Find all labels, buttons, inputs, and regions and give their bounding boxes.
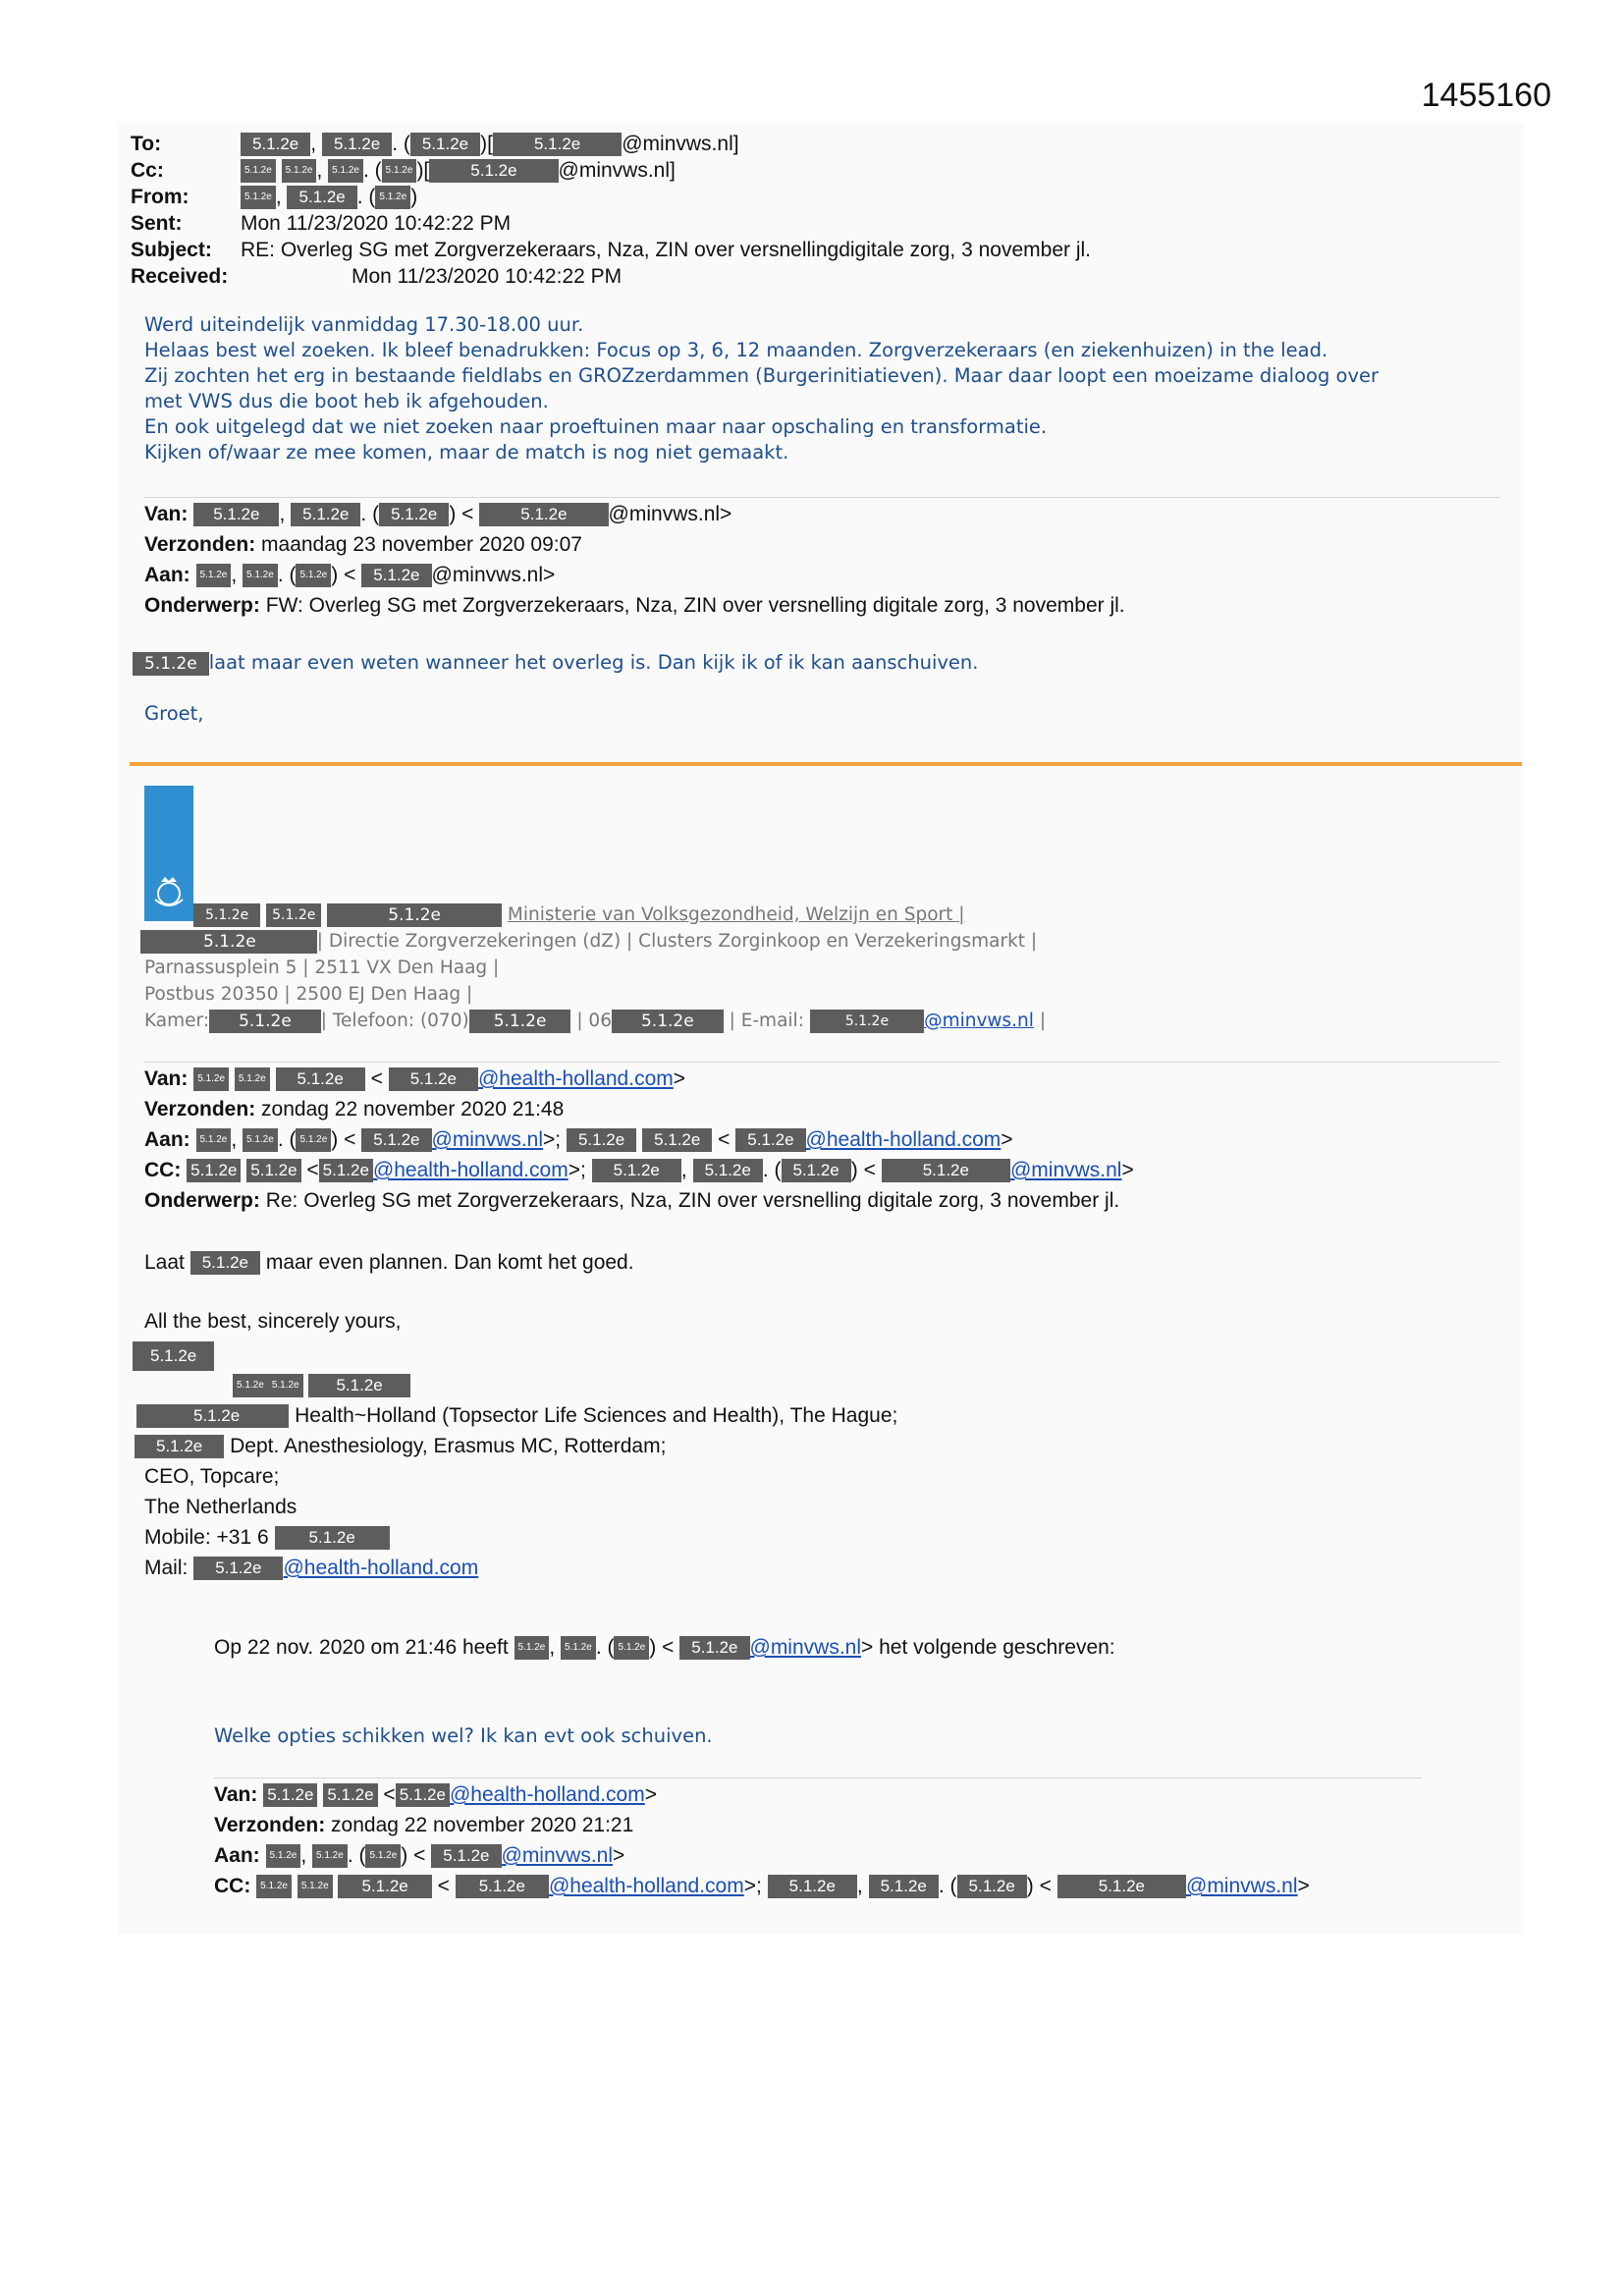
fw-header xyxy=(144,499,1125,621)
redaction: 5.1.2e xyxy=(209,1010,321,1033)
redaction: 5.1.2e xyxy=(328,159,363,183)
redaction: 5.1.2e xyxy=(614,1636,649,1660)
redaction: 5.1.2e xyxy=(469,1010,571,1033)
redaction: 5.1.2e xyxy=(361,564,431,587)
quote-intro: Op 22 nov. 2020 om 21:46 heeft 5.1.2e , 5.1.2e . ( 5.1.2e ) < 5.1.2e @minvws.nl> het volgende geschreven: xyxy=(214,1636,1115,1659)
redaction: 5.1.2e xyxy=(187,1159,241,1182)
email-link[interactable]: @minvws.nl xyxy=(1009,1159,1122,1181)
redaction: 5.1.2e xyxy=(389,1067,478,1091)
redaction: 5.1.2e xyxy=(196,1128,232,1152)
redaction: 5.1.2e xyxy=(233,1374,268,1397)
redaction: 5.1.2e xyxy=(275,1526,390,1550)
m2-signature: All the best, sincerely yours, 5.1.2e 5.1.2e 5.1.2e 5.1.2e 5.1.2e Health~Holland (Topsector Life Sciences and Health), The Hague; 5.1.2e Dept. Anesthesiology, Erasmus MC, Rotterdam; CEO, Topcare; The Netherlands Mobile: +31 6 5.1.2e Mail: 5.1.2e @health-holland.com xyxy=(144,1306,897,1583)
redaction: 5.1.2e xyxy=(514,1636,550,1660)
divider xyxy=(144,1062,1499,1063)
redaction: 5.1.2e xyxy=(431,1844,501,1868)
redaction: 5.1.2e xyxy=(291,503,360,526)
redaction: 5.1.2e xyxy=(410,133,480,156)
fw-aan: Aan: 5.1.2e , 5.1.2e . ( 5.1.2e ) < 5.1.2e @minvws.nl> xyxy=(144,564,556,586)
redaction: 5.1.2e xyxy=(456,1875,549,1898)
redaction: 5.1.2e xyxy=(338,1875,431,1898)
email-link[interactable]: @minvws.nl xyxy=(749,1636,862,1659)
redaction: 5.1.2e xyxy=(296,1128,331,1152)
redaction: 5.1.2e xyxy=(133,652,209,676)
redaction: 5.1.2e xyxy=(479,503,608,526)
fw-verzonden: Verzonden: maandag 23 november 2020 09:07 xyxy=(144,533,582,556)
redaction: 5.1.2e xyxy=(241,159,276,183)
redaction: 5.1.2e xyxy=(308,1374,409,1397)
redaction: 5.1.2e xyxy=(241,186,276,209)
redaction: 5.1.2e xyxy=(287,186,356,209)
redaction: 5.1.2e xyxy=(322,133,392,156)
redaction: 5.1.2e xyxy=(882,1159,1010,1182)
redaction: 5.1.2e xyxy=(323,1783,377,1807)
orange-separator xyxy=(130,762,1522,766)
redaction: 5.1.2e xyxy=(493,133,622,156)
redaction: 5.1.2e xyxy=(243,1128,278,1152)
fw-groet: Groet, xyxy=(144,702,204,725)
redaction: 5.1.2e xyxy=(382,159,417,183)
redaction: 5.1.2e xyxy=(193,903,260,927)
redaction: 5.1.2e xyxy=(193,503,279,526)
redaction: 5.1.2e xyxy=(693,1159,763,1182)
redaction: 5.1.2e xyxy=(298,1875,333,1898)
m2-header: Van: 5.1.2e 5.1.2e 5.1.2e < 5.1.2e @health-holland.com> Verzonden: zondag 22 november 2020 21:48 Aan: 5.1.2e , 5.1.2e . ( 5.1.2e ) < 5.1.2e @minvws.nl>; 5.1.2e 5.1.2e < 5.1.2e @health-holland.com> CC: 5.1.2e 5.1.2e < 5.1.2e @health-holland.com>; 5.1.2e , 5.1.2e . ( 5.1.2e ) < 5.1.2e @minvws.nl> Onderwerp: Re: Overleg SG met Zorgverzekeraars, Nza, ZIN over versnelling digitale zorg, 3 november jl. xyxy=(144,1067,1134,1212)
redaction: 5.1.2e xyxy=(379,503,449,526)
signature: 5.1.2e 5.1.2e 5.1.2e Ministerie van Volksgezondheid, Welzijn en Sport | 5.1.2e | Directie Zorgverzekeringen (dZ) | Clusters Zorginkoop en Verzekeringsmarkt | Parnassusplein 5 | 2511 VX Den Haag | Postbus 20350 | 2500 EJ Den Haag | Kamer: 5.1.2e | Telefoon: (070) 5.1.2e | 06 5.1.2e | E-mail: 5.1.2e @minvws.nl | xyxy=(144,902,1046,1034)
redaction: 5.1.2e xyxy=(136,1404,289,1428)
reply-body xyxy=(144,312,1499,465)
redaction: 5.1.2e xyxy=(193,1067,229,1091)
redaction: 5.1.2e xyxy=(235,1067,270,1091)
redaction: 5.1.2e xyxy=(429,159,558,183)
fw-van: Van: 5.1.2e , 5.1.2e . ( 5.1.2e ) < 5.1.2e @minvws.nl> xyxy=(144,503,732,525)
email-link[interactable]: @minvws.nl xyxy=(1186,1875,1298,1897)
redaction: 5.1.2e xyxy=(592,1159,681,1182)
fw-body: 5.1.2e laat maar even weten wanneer het overleg is. Dan kijk ik of ik kan aanschuiven. xyxy=(133,650,1488,676)
redaction: 5.1.2e xyxy=(268,1374,303,1397)
m3-header: Van: 5.1.2e 5.1.2e < 5.1.2e @health-holland.com> Verzonden: zondag 22 november 2020 21:21 Aan: 5.1.2e , 5.1.2e . ( 5.1.2e ) < 5.1.2e @minvws.nl> CC: 5.1.2e 5.1.2e 5.1.2e < 5.1.2e @health-holland.com>; 5.1.2e , 5.1.2e . ( 5.1.2e ) < 5.1.2e @minvws.nl> xyxy=(214,1783,1310,1897)
redaction: 5.1.2e xyxy=(319,1159,373,1182)
redaction: 5.1.2e xyxy=(266,903,321,927)
email-link[interactable]: @minvws.nl xyxy=(501,1844,614,1867)
ministry-link[interactable]: Ministerie van Volksgezondheid, Welzijn en Sport | xyxy=(507,904,965,925)
redaction: 5.1.2e xyxy=(375,186,410,209)
redaction: 5.1.2e xyxy=(296,564,331,587)
redaction: 5.1.2e xyxy=(782,1159,851,1182)
reply-line: Werd uiteindelijk vanmiddag 17.30-18.00 uur. xyxy=(144,313,584,336)
redaction: 5.1.2e xyxy=(679,1636,749,1660)
redaction: 5.1.2e xyxy=(768,1875,857,1898)
redaction: 5.1.2e xyxy=(193,1557,283,1580)
redaction: 5.1.2e xyxy=(266,1844,301,1868)
email-link[interactable]: @health-holland.com xyxy=(283,1557,479,1579)
reply-line: Zij zochten het erg in bestaande fieldlabs en GROZzerdammen (Burgerinitiatieven). Maar daar loopt een moeizame dialoog over xyxy=(144,364,1380,387)
email-link[interactable]: @minvws.nl xyxy=(924,1011,1034,1031)
redaction: 5.1.2e xyxy=(243,564,278,587)
redaction: 5.1.2e xyxy=(957,1875,1027,1898)
reply-line: Helaas best wel zoeken. Ik bleef benadrukken: Focus op 3, 6, 12 maanden. Zorgverzekeraars (en ziekenhuizen) in the lead. xyxy=(144,339,1328,361)
email-link[interactable]: @health-holland.com xyxy=(449,1783,645,1806)
redaction: 5.1.2e xyxy=(869,1875,939,1898)
quote-question: Welke opties schikken wel? Ik kan evt ook schuiven. xyxy=(214,1724,713,1747)
redaction: 5.1.2e xyxy=(612,1010,724,1033)
redaction: 5.1.2e xyxy=(561,1636,596,1660)
redaction: 5.1.2e xyxy=(241,133,310,156)
email-link[interactable]: @health-holland.com xyxy=(548,1875,744,1897)
redaction: 5.1.2e xyxy=(361,1128,431,1152)
redaction: 5.1.2e xyxy=(365,1844,401,1868)
redaction: 5.1.2e xyxy=(140,930,317,954)
redaction: 5.1.2e xyxy=(567,1128,636,1152)
redaction: 5.1.2e xyxy=(190,1251,260,1275)
email-link[interactable]: @health-holland.com xyxy=(477,1067,674,1090)
redaction: 5.1.2e xyxy=(246,1159,300,1182)
redaction: 5.1.2e xyxy=(642,1128,712,1152)
divider xyxy=(144,497,1499,498)
redaction: 5.1.2e xyxy=(1057,1875,1186,1898)
redaction: 5.1.2e xyxy=(133,1341,214,1371)
redaction: 5.1.2e xyxy=(196,564,232,587)
email-link[interactable]: @health-holland.com xyxy=(805,1128,1001,1151)
redaction: 5.1.2e xyxy=(276,1067,365,1091)
m2-body: Laat 5.1.2e maar even plannen. Dan komt het goed. xyxy=(144,1251,634,1274)
redaction: 5.1.2e xyxy=(263,1783,317,1807)
divider xyxy=(214,1777,1422,1778)
redaction: 5.1.2e xyxy=(735,1128,805,1152)
email-link[interactable]: @health-holland.com xyxy=(372,1159,568,1181)
document-id: 1455160 xyxy=(1421,77,1551,114)
redaction: 5.1.2e xyxy=(282,159,317,183)
redaction: 5.1.2e xyxy=(810,1010,924,1033)
redaction: 5.1.2e xyxy=(256,1875,292,1898)
redaction: 5.1.2e xyxy=(396,1783,450,1807)
redaction: 5.1.2e xyxy=(135,1435,224,1458)
redaction: 5.1.2e xyxy=(327,903,502,927)
redaction: 5.1.2e xyxy=(312,1844,348,1868)
reply-line: En ook uitgelegd dat we niet zoeken naar proeftuinen maar naar opschaling en transformatie. xyxy=(144,415,1048,438)
reply-line: met VWS dus die boot heb ik afgehouden. xyxy=(144,390,549,412)
fw-onderwerp: Onderwerp: FW: Overleg SG met Zorgverzekeraars, Nza, ZIN over versnelling digitale zorg, 3 november jl. xyxy=(144,594,1125,617)
email-link[interactable]: @minvws.nl xyxy=(431,1128,544,1151)
reply-line: Kijken of/waar ze mee komen, maar de match is nog niet gemaakt. xyxy=(144,441,789,464)
